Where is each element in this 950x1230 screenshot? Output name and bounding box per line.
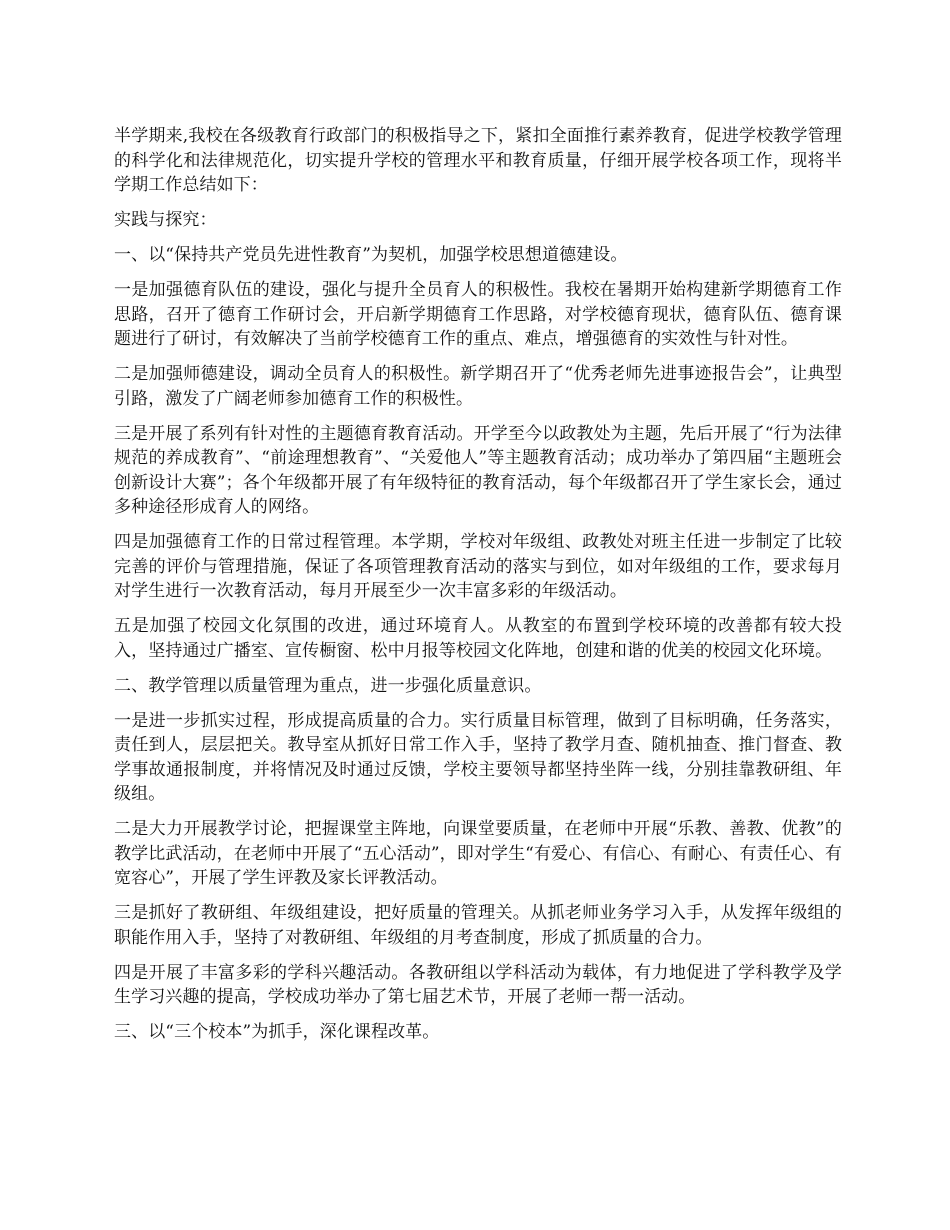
intro-paragraph: 半学期来,我校在各级教育行政部门的积极指导之下，紧扣全面推行素养教育，促进学校教学管理的科学化和法律规范化，切实提升学校的管理水平和教育质量，仔细开展学校各项工作，现将半学期工作总结如下： bbox=[114, 126, 842, 195]
section-heading-2: 二、教学管理以质量管理为重点，进一步强化质量意识。 bbox=[114, 675, 542, 696]
body-paragraph: 四是加强德育工作的日常过程管理。本学期，学校对年级组、政教处对班主任进一步制定了比较完善的评价与管理措施，保证了各项管理教育活动的落实与到位，如对年级组的工作，要求每月对学生进行一次教育活动，每月开展至少一次丰富多彩的年级活动。 bbox=[114, 532, 842, 601]
section-heading-3: 三、以“三个校本”为抓手，深化课程改革。 bbox=[114, 1022, 440, 1042]
body-paragraph: 一是进一步抓实过程，形成提高质量的合力。实行质量目标管理，做到了目标明确，任务落实，责任到人，层层把关。教导室从抓好日常工作入手，坚持了教学月查、随机抽查、推门督查、教学事故通报制度，并将情况及时通过反馈，学校主要领导都坚持坐阵一线，分别挂靠教研组、年级组。 bbox=[114, 710, 842, 804]
body-paragraph: 四是开展了丰富多彩的学科兴趣活动。各教研组以学科活动为载体，有力地促进了学科教学及学生学习兴趣的提高，学校成功举办了第七届艺术节，开展了老师一帮一活动。 bbox=[114, 962, 842, 1007]
body-paragraph: 五是加强了校园文化氛围的改进，通过环境育人。从教室的布置到学校环境的改善都有较大投入，坚持通过广播室、宣传橱窗、松中月报等校园文化阵地，创建和谐的优美的校园文化环境。 bbox=[114, 616, 842, 661]
document-body bbox=[114, 124, 842, 1055]
body-paragraph: 三是开展了系列有针对性的主题德育教育活动。开学至今以政教处为主题，先后开展了“行为法律规范的养成教育”、“前途理想教育”、“关爱他人”等主题教育活动；成功举办了第四届“主题班会创新设计大赛”；各个年级都开展了有年级特征的教育活动，每个年级都召开了学生家长会，通过多种途径形成育人的网络。 bbox=[114, 423, 842, 517]
body-paragraph: 三是抓好了教研组、年级组建设，把好质量的管理关。从抓老师业务学习入手，从发挥年级组的职能作用入手，坚持了对教研组、年级组的月考查制度，形成了抓质量的合力。 bbox=[114, 903, 842, 948]
body-paragraph: 二是加强师德建设，调动全员育人的积极性。新学期召开了“优秀老师先进事迹报告会”，让典型引路，激发了广阔老师参加德育工作的积极性。 bbox=[114, 364, 842, 409]
body-paragraph: 二是大力开展教学讨论，把握课堂主阵地，向课堂要质量，在老师中开展“乐教、善教、优教”的教学比武活动，在老师中开展了“五心活动”，即对学生“有爱心、有信心、有耐心、有责任心、有宽容心”，开展了学生评教及家长评教活动。 bbox=[114, 819, 842, 888]
body-paragraph: 一是加强德育队伍的建设，强化与提升全员育人的积极性。我校在暑期开始构建新学期德育工作思路，召开了德育工作研讨会，开启新学期德育工作思路，对学校德育现状，德育队伍、德育课题进行了研讨，有效解决了当前学校德育工作的重点、难点，增强德育的实效性与针对性。 bbox=[114, 280, 842, 349]
section-heading-1: 一、以“保持共产党员先进性教育”为契机，加强学校思想道德建设。 bbox=[114, 245, 628, 265]
section-label: 实践与探究： bbox=[114, 210, 217, 230]
